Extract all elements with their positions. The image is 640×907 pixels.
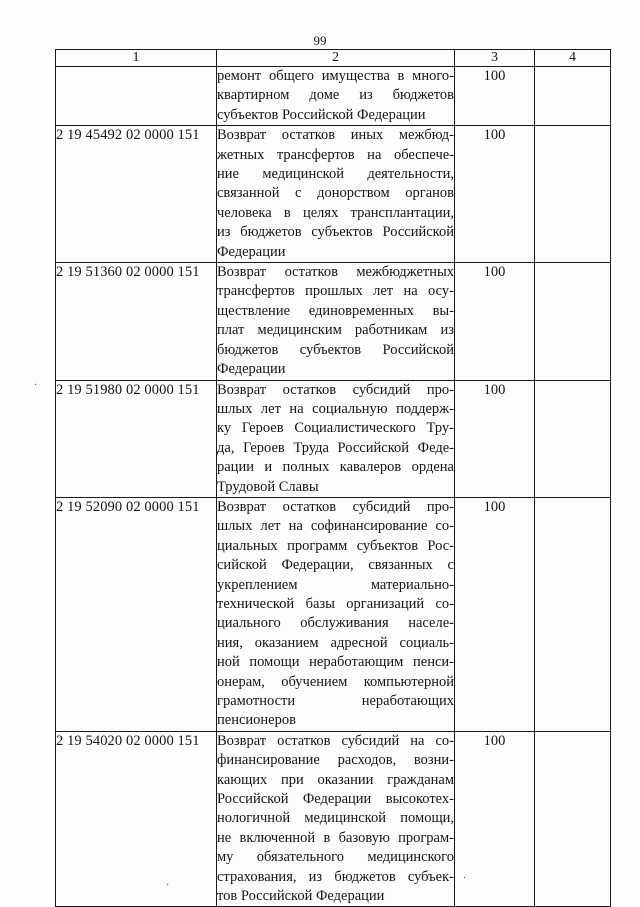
- table-row: [56, 126, 611, 263]
- description-line: укреплением материально-: [217, 576, 454, 593]
- description-line: связанной с донорством органов: [217, 185, 454, 202]
- description-line: Возврат остатков субсидий про-: [217, 498, 454, 515]
- description-line: финансирование расходов, возни-: [217, 752, 454, 769]
- description-line: жетных трансфертов на обеспече-: [217, 146, 454, 163]
- budget-code-cell: 2 19 51980 02 0000 151: [56, 380, 217, 497]
- table-row: [56, 263, 611, 380]
- description-line: Возврат остатков межбюджетных: [217, 264, 454, 281]
- amount-cell: 100: [455, 497, 535, 731]
- description-line: Возврат остатков иных межбюд-: [217, 127, 454, 144]
- table-row: [56, 731, 611, 907]
- description-line: циального обслуживания населе-: [217, 615, 454, 632]
- description-line: кающих при оказании гражданам: [217, 771, 454, 788]
- description-line: Трудовой Славы: [217, 478, 319, 495]
- description-line: пенсионеров: [217, 712, 296, 729]
- table-body: [56, 67, 611, 907]
- empty-cell: [535, 126, 611, 263]
- table-row: [56, 67, 611, 126]
- header-col-2: 2: [217, 50, 455, 67]
- scan-speck: ·: [166, 880, 170, 891]
- header-col-4: 4: [535, 50, 611, 67]
- budget-code-cell: [56, 67, 217, 126]
- description-line: Возврат остатков субсидий на со-: [217, 732, 454, 749]
- description-cell: [217, 67, 455, 126]
- description-line: ния, оказанием адресной социаль-: [217, 634, 454, 651]
- description-line: ной помощи неработающим пенси-: [217, 654, 454, 671]
- description-line: субъектов Российской Федерации: [217, 106, 426, 123]
- description-line: Российской Федерации высокотех-: [217, 791, 454, 808]
- description-line: да, Героев Труда Российской Феде-: [217, 439, 454, 456]
- description-cell: [217, 126, 455, 263]
- description-line: Федерации: [217, 243, 286, 260]
- description-line: трансфертов прошлых лет на осу-: [217, 283, 454, 300]
- table-row: [56, 497, 611, 731]
- description-line: сийской Федерации, связанных с: [217, 557, 454, 574]
- description-line: Федерации: [217, 361, 286, 378]
- description-line: технической базы организаций со-: [217, 595, 454, 612]
- description-line: ние медицинской деятельности,: [217, 166, 454, 183]
- budget-code-cell: 2 19 52090 02 0000 151: [56, 497, 217, 731]
- scan-speck: ·: [34, 380, 38, 391]
- description-line: бюджетов субъектов Российской: [217, 341, 454, 358]
- table-header-row: [56, 50, 611, 67]
- description-line: ремонт общего имущества в много-: [217, 68, 454, 84]
- description-line: тов Российской Федерации: [217, 888, 385, 905]
- description-line: ществление единовременных вы-: [217, 302, 454, 319]
- amount-cell: 100: [455, 731, 535, 907]
- description-cell: [217, 380, 455, 497]
- description-line: шлых лет на социальную поддерж-: [217, 400, 454, 417]
- amount-cell: 100: [455, 263, 535, 380]
- description-line: ку Героев Социалистического Тру-: [217, 420, 454, 437]
- budget-code-cell: 2 19 45492 02 0000 151: [56, 126, 217, 263]
- description-line: человека в целях трансплантации,: [217, 204, 454, 221]
- empty-cell: [535, 67, 611, 126]
- header-col-1: 1: [56, 50, 217, 67]
- description-line: рации и полных кавалеров ордена: [217, 459, 454, 476]
- description-line: Возврат остатков субсидий про-: [217, 381, 454, 398]
- description-line: страхования, из бюджетов субъек-: [217, 868, 454, 885]
- description-cell: [217, 731, 455, 907]
- budget-code-cell: 2 19 54020 02 0000 151: [56, 731, 217, 907]
- amount-cell: 100: [455, 380, 535, 497]
- amount-cell: 100: [455, 67, 535, 126]
- header-col-3: 3: [455, 50, 535, 67]
- table-row: [56, 380, 611, 497]
- budget-table: [55, 49, 611, 907]
- description-line: шлых лет на софинансирование со-: [217, 518, 454, 535]
- description-line: онерам, обучением компьютерной: [217, 673, 454, 690]
- page-number: 99: [313, 33, 327, 48]
- empty-cell: [535, 380, 611, 497]
- amount-cell: 100: [455, 126, 535, 263]
- description-line: квартирном доме из бюджетов: [217, 87, 454, 104]
- empty-cell: [535, 497, 611, 731]
- description-line: не включенной в базовую програм-: [217, 829, 454, 846]
- description-cell: [217, 497, 455, 731]
- description-cell: [217, 263, 455, 380]
- description-line: му обязательного медицинского: [217, 849, 454, 866]
- description-line: грамотности неработающих: [217, 693, 454, 709]
- description-line: нологичной медицинской помощи,: [217, 810, 454, 827]
- description-line: из бюджетов субъектов Российской: [217, 224, 454, 241]
- description-line: циальных программ субъектов Рос-: [217, 537, 454, 554]
- empty-cell: [535, 263, 611, 380]
- budget-code-cell: 2 19 51360 02 0000 151: [56, 263, 217, 380]
- scan-speck: ·: [463, 873, 467, 884]
- description-line: плат медицинским работникам из: [217, 322, 454, 339]
- empty-cell: [535, 731, 611, 907]
